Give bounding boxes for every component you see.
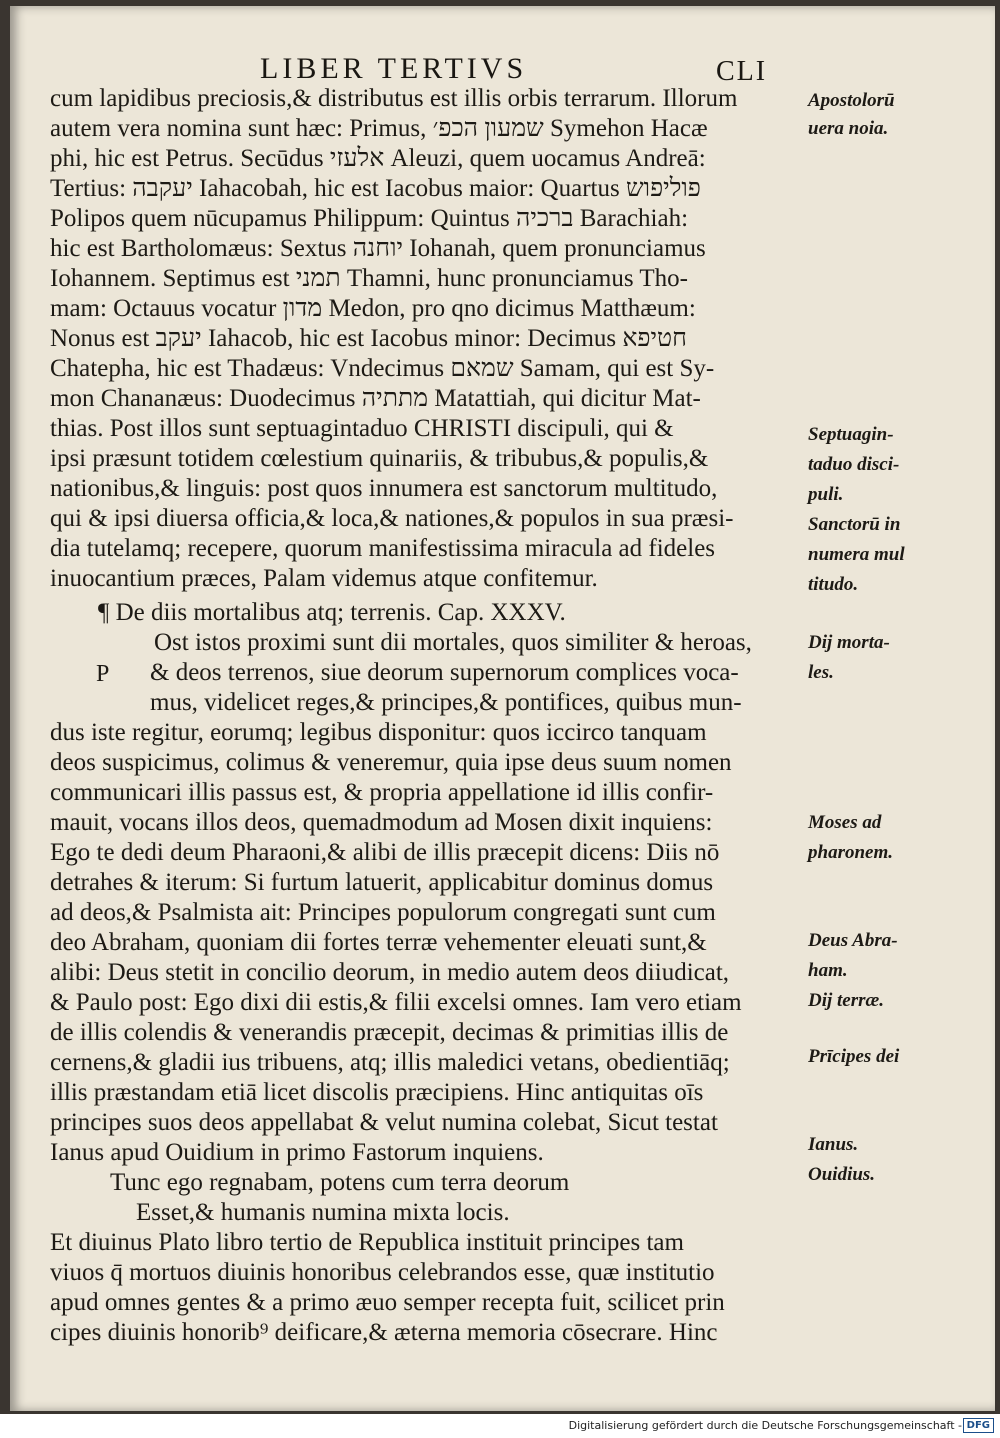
running-head: LIBER TERTIVS [260,52,528,85]
body-line: autem vera nomina sunt hæc: Primus, שמעון הכפ׳ Symehon Hacæ [50,115,708,142]
body-line: inuocantium præces, Palam videmus atque confitemur. [50,565,598,592]
body-line: de illis colendis & venerandis præcepit, decimas & primitias illis de [50,1019,729,1046]
body-line: & deos terrenos, siue deorum supernorum complices voca- [150,659,739,686]
body-line: Tertius: יעקבה Iahacobah, hic est Iacobus maior: Quartus פוליפוש [50,175,701,202]
body-line: dus iste regitur, eorumq; legibus disponitur: quos iccirco tanquam [50,719,707,746]
body-line: thias. Post illos sunt septuagintaduo CHRISTI discipuli, qui & [50,415,674,442]
body-line: detrahes & iterum: Si furtum latuerit, applicabitur dominus domus [50,869,714,896]
body-line: cernens,& gladii ius tribuens, atq; illis maledici vetans, obedientiāq; [50,1049,730,1076]
body-line: illis præstandam etiā licet discolis præcipiens. Hinc antiquitas oīs [50,1079,704,1106]
body-line: ipsi præsunt totidem cœlestium quinariis, & tribubus,& populis,& [50,445,709,472]
body-line: mam: Octauus vocatur מדון Medon, pro qno dicimus Matthæum: [50,295,696,322]
margin-note: Apostolorū [808,90,895,111]
margin-note: puli. [808,484,844,505]
body-line: Ost istos proximi sunt dii mortales, quos similiter & heroas, [154,629,752,656]
body-line: communicari illis passus est, & propria appellatione id illis confir- [50,779,714,806]
margin-note: les. [808,662,834,683]
verse-line: Tunc ego regnabam, potens cum terra deorum [110,1169,570,1196]
margin-note: Ouidius. [808,1164,876,1185]
body-line: dia tutelamq; recepere, quorum manifestissima miracula ad fideles [50,535,716,562]
body-line: alibi: Deus stetit in concilio deorum, in medio autem deos diiudicat, [50,959,730,986]
margin-note: uera noia. [808,118,889,139]
body-line: Et diuinus Plato libro tertio de Republica instituit principes tam [50,1229,684,1256]
margin-note: Deus Abra- [808,930,898,951]
margin-note: Moses ad [808,812,882,833]
margin-note: ham. [808,960,848,981]
margin-note: Ianus. [808,1134,859,1155]
body-line: & Paulo post: Ego dixi dii estis,& filii excelsi omnes. Iam vero etiam [50,989,742,1016]
margin-note: Prīcipes dei [808,1046,900,1067]
body-line: Chatepha, hic est Thadæus: Vndecimus שמאם Samam, qui est Sy- [50,355,715,382]
margin-note: Septuagin- [808,424,894,445]
body-line: mus, videlicet reges,& principes,& pontifices, quibus mun- [150,689,742,716]
body-line: ad deos,& Psalmista ait: Principes populorum congregati sunt cum [50,899,716,926]
body-line: Ianus apud Ouidium in primo Fastorum inquiens. [50,1139,544,1166]
margin-note: titudo. [808,574,859,595]
margin-note: taduo disci- [808,454,900,475]
body-line: principes suos deos appellabat & velut numina colebat, Sicut testat [50,1109,718,1136]
body-line: Iohannem. Septimus est תמני Thamni, hunc pronunciamus Tho- [50,265,688,292]
body-line: mauit, vocans illos deos, quemadmodum ad Mosen dixit inquiens: [50,809,713,836]
dfg-logo: DFG [963,1418,994,1433]
body-line: phi, hic est Petrus. Secūdus אלעזי Aleuzi, quem uocamus Andreā: [50,145,706,172]
body-line: qui & ipsi diuersa officia,& loca,& nationes,& populos in sua præsi- [50,505,734,532]
body-line: Polipos quem nūcupamus Philippum: Quintus ברכיה Barachiah: [50,205,689,232]
body-line: apud omnes gentes & a primo æuo semper recepta fuit, scilicet prin [50,1289,725,1316]
drop-initial: P [96,661,110,687]
margin-note: pharonem. [808,842,893,863]
body-line: deo Abraham, quoniam dii fortes terræ vehementer eleuati sunt,& [50,929,707,956]
body-line: Ego te dedi deum Pharaoni,& alibi de illis præcepit dicens: Diis nō [50,839,720,866]
chapter-heading: ¶ De diis mortalibus atq; terrenis. Cap. XXXV. [98,599,566,626]
body-line: Nonus est יעקב Iahacob, hic est Iacobus minor: Decimus חטיפא [50,325,687,352]
body-line: viuos q̄ mortuos diuinis honoribus celebrandos esse, quæ institutio [50,1259,715,1286]
footer-credit: Digitalisierung gefördert durch die Deutsche Forschungsgemeinschaft - [568,1419,962,1432]
body-line: hic est Bartholomæus: Sextus יוחנה Iohanah, quem pronunciamus [50,235,706,262]
body-line: mon Chananæus: Duodecimus מתתיה Matattiah, qui dicitur Mat- [50,385,701,412]
margin-note: Dij terræ. [808,990,884,1011]
body-line: nationibus,& linguis: post quos innumera est sanctorum multitudo, [50,475,718,502]
body-line: deos suspicimus, colimus & veneremur, quia ipse deus suum nomen [50,749,732,776]
book-page [10,6,995,1411]
margin-note: Dij morta- [808,632,890,653]
margin-note: Sanctorū in [808,514,901,535]
margin-note: numera mul [808,544,905,565]
body-line: cum lapidibus preciosis,& distributus est illis orbis terrarum. Illorum [50,85,738,112]
verse-line: Esset,& humanis numina mixta locis. [136,1199,510,1226]
body-line: cipes diuinis honorib⁹ deificare,& æterna memoria cōsecrare. Hinc [50,1319,718,1346]
folio-number: CLI [716,56,768,87]
